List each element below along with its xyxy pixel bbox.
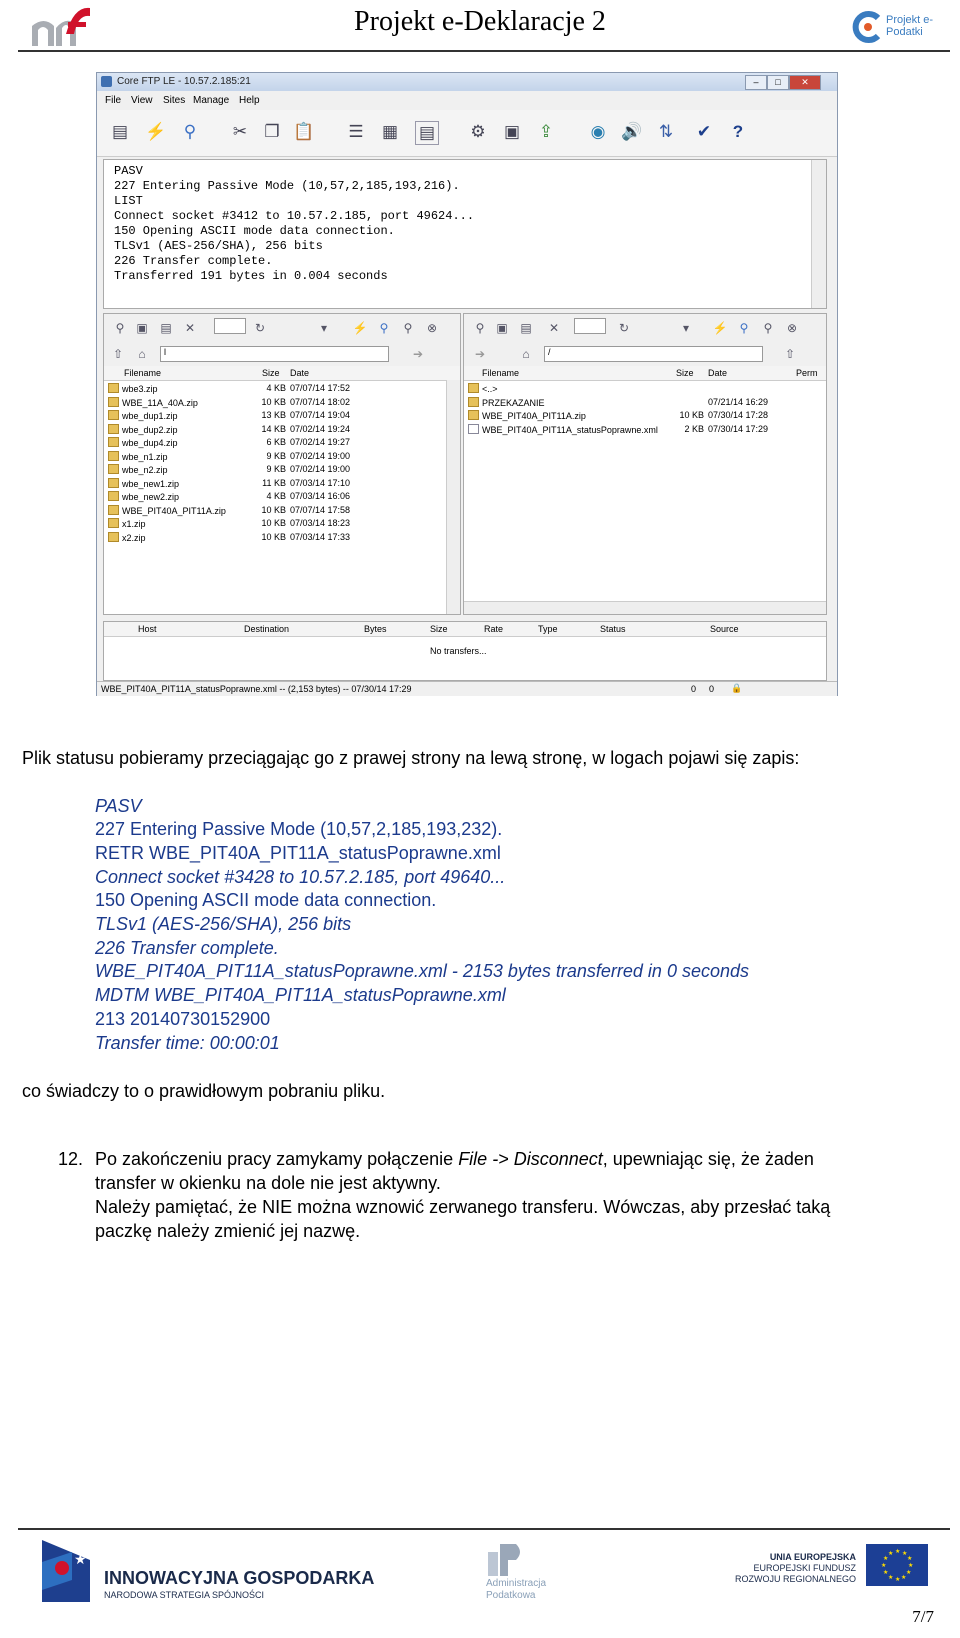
new-folder-icon[interactable]: ▤ (520, 321, 532, 335)
file-date: 07/02/14 19:00 (290, 450, 351, 461)
view-icon[interactable]: ▣ (136, 321, 148, 335)
log-line: Connect socket #3428 to 10.57.2.185, port 49640... (95, 867, 506, 887)
list-item-line: paczkę należy zmienić jej nazwę. (95, 1221, 361, 1241)
maximize-button[interactable]: □ (767, 75, 789, 90)
col-filename[interactable]: Filename (482, 368, 520, 378)
file-name (108, 397, 198, 408)
svg-text:★: ★ (74, 1552, 87, 1568)
file-name-text: wbe_dup4.zip (122, 438, 178, 448)
col-filename[interactable]: Filename (124, 368, 162, 378)
administracja-line: Administracja (486, 1578, 547, 1589)
ue-label (718, 1552, 856, 1585)
file-name-text: wbe_new2.zip (122, 492, 180, 502)
log-line: WBE_PIT40A_PIT11A_statusPoprawne.xml - 2153 bytes transferred in 0 seconds (95, 961, 749, 981)
log-line: 226 Transfer complete. (114, 254, 273, 268)
file-row[interactable] (464, 409, 812, 422)
menu-bar (97, 92, 837, 109)
e-podatki-text: Projekt e-Podatki (886, 14, 934, 38)
log-line: 227 Entering Passive Mode (10,57,2,185,193,232). (95, 819, 503, 839)
ue-line: ROZWOJU REGIONALNEGO (734, 1574, 856, 1584)
list-item-text: , upewniając się, że żaden (602, 1149, 814, 1169)
file-name-text: wbe3.zip (122, 384, 158, 394)
file-date: 07/02/14 19:00 (290, 464, 351, 474)
list-item-text: Po zakończeniu pracy zamykamy połączenie (95, 1149, 459, 1169)
file-name (108, 491, 179, 502)
settings-icon[interactable]: ⚙ (470, 122, 486, 141)
file-name (108, 478, 179, 489)
footer-rule (18, 1528, 950, 1530)
file-name (108, 424, 178, 435)
delete-icon[interactable]: ✕ (184, 321, 196, 335)
connect-icon[interactable]: ⚲ (379, 321, 389, 335)
header-rule (18, 50, 950, 52)
log-line: Connect socket #3412 to 10.57.2.185, port 49624... (114, 209, 475, 223)
svg-text:★: ★ (895, 1576, 901, 1583)
file-name (108, 437, 178, 448)
folder-icon (108, 464, 119, 474)
drive-icon[interactable]: ▾ (320, 321, 328, 335)
log-line: 150 Opening ASCII mode data connection. (114, 224, 395, 238)
file-size: 2 KB (684, 423, 704, 434)
col-status[interactable]: Status (600, 624, 626, 634)
file-row[interactable] (104, 450, 446, 463)
file-size: 10 KB (261, 518, 286, 528)
col-date[interactable]: Date (708, 368, 728, 378)
file-date: 07/02/14 19:24 (290, 423, 351, 434)
col-host[interactable]: Host (138, 624, 157, 634)
file-name-text: <..> (482, 384, 498, 394)
app-icon (101, 76, 112, 87)
local-scrollbar[interactable] (446, 380, 460, 614)
col-date[interactable]: Date (290, 368, 310, 378)
log-line: PASV (95, 796, 142, 816)
menu-manage[interactable]: Manage (193, 95, 230, 106)
file-size: 10 KB (679, 410, 704, 420)
remote-path-bar (464, 342, 826, 367)
disconnect-icon[interactable]: ⚲ (763, 321, 773, 335)
transfer-queue (103, 621, 827, 681)
svg-text:★: ★ (906, 1569, 912, 1576)
file-row[interactable] (104, 504, 446, 517)
innowacyjna-gospodarka-icon (42, 1540, 92, 1602)
file-row[interactable] (104, 423, 446, 436)
folder-icon (108, 397, 119, 407)
file-row[interactable] (104, 382, 446, 395)
menu-path: File -> Disconnect (458, 1149, 603, 1169)
folder-icon (468, 397, 479, 407)
quick-connect-icon[interactable]: ⚡ (712, 321, 728, 335)
e-podatki-icon (850, 10, 884, 44)
file-name (468, 383, 498, 394)
quick-connect-icon[interactable]: ⚡ (145, 122, 167, 141)
refresh-icon[interactable]: ↻ (254, 321, 266, 335)
menu-view[interactable]: View (131, 95, 153, 106)
svg-text:★: ★ (901, 1574, 907, 1581)
folder-icon (108, 437, 119, 447)
file-name (108, 383, 158, 394)
ue-line: UNIA EUROPEJSKA (769, 1552, 856, 1562)
home-icon[interactable]: ⌂ (138, 347, 146, 361)
thumb-view-icon[interactable]: ▤ (415, 121, 439, 145)
remote-pane-toolbar (464, 314, 826, 343)
folder-icon (108, 451, 119, 461)
menu-sites[interactable]: Sites (163, 95, 186, 106)
log-line: TLSv1 (AES-256/SHA), 256 bits (114, 239, 323, 253)
file-name-text: x1.zip (122, 519, 146, 529)
register-icon[interactable]: ✔ (696, 122, 712, 141)
page-number: 7/7 (912, 1607, 934, 1626)
queue-icon[interactable]: ⇅ (658, 122, 674, 141)
ftp-log-panel (103, 159, 827, 309)
remote-list-header (464, 366, 826, 381)
file-size: 11 KB (262, 477, 286, 488)
file-size: 9 KB (266, 464, 286, 474)
delete-icon[interactable]: ✕ (548, 321, 560, 335)
minimize-button[interactable]: – (745, 75, 767, 90)
file-size: 10 KB (261, 531, 286, 542)
file-name (108, 464, 168, 475)
svg-text:★: ★ (883, 1569, 889, 1576)
transfer-header (104, 622, 826, 637)
file-row[interactable] (104, 463, 446, 476)
conclusion-paragraph: co świadczy to o prawidłowym pobraniu pliku. (22, 1081, 386, 1101)
file-name-text: wbe_n2.zip (122, 465, 168, 475)
log-line: RETR WBE_PIT40A_PIT11A_statusPoprawne.xml (95, 843, 501, 863)
page-title: Projekt e-Deklaracje 2 (354, 6, 606, 37)
file-name (468, 410, 586, 421)
log-line: PASV (114, 164, 143, 178)
local-list-header (104, 366, 460, 381)
help-icon[interactable]: ? (732, 122, 744, 141)
document-icon (468, 424, 479, 434)
col-bytes[interactable]: Bytes (364, 624, 387, 634)
svg-text:★: ★ (881, 1562, 887, 1569)
file-row[interactable] (464, 382, 812, 395)
administracja-podatkowa-icon (486, 1542, 526, 1578)
file-date: 07/03/14 17:33 (290, 531, 351, 542)
col-size[interactable]: Size (676, 368, 694, 378)
ue-line: EUROPEJSKI FUNDUSZ (753, 1563, 856, 1573)
cut-icon[interactable]: ✂ (232, 122, 248, 141)
file-name-text: WBE_PIT40A_PIT11A_statusPoprawne.xml (482, 424, 658, 435)
list-item-line: Należy pamiętać, że NIE można wznowić zerwanego transferu. Wówczas, aby przesłać taką (95, 1197, 831, 1217)
up-folder-icon[interactable]: ⇧ (112, 347, 124, 361)
file-date: 07/03/14 17:10 (290, 477, 351, 488)
local-pane-toolbar (104, 314, 460, 343)
export-icon[interactable]: ⇪ (538, 122, 554, 141)
folder-icon (108, 491, 119, 501)
quick-connect-icon[interactable]: ⚡ (352, 321, 368, 335)
file-row[interactable] (104, 490, 446, 503)
file-size: 4 KB (266, 491, 286, 501)
disconnect-icon[interactable]: ⚲ (403, 321, 413, 335)
file-date: 07/02/14 19:27 (290, 437, 351, 447)
file-date: 07/07/14 17:52 (290, 383, 351, 393)
log-line: 227 Entering Passive Mode (10,57,2,185,193,216). (114, 179, 460, 193)
download-icon[interactable]: ➔ (474, 347, 486, 361)
list-item-line: transfer w okienku na dole nie jest aktywny. (95, 1173, 441, 1193)
file-date: 07/03/14 18:23 (290, 518, 351, 528)
close-icon[interactable]: ⊗ (426, 321, 438, 335)
status-count-b: 0 (709, 684, 715, 694)
local-pane (103, 313, 461, 615)
sound-icon[interactable]: 🔊 (621, 122, 643, 141)
file-row[interactable] (104, 517, 446, 530)
status-bar (97, 681, 837, 696)
folder-icon (108, 410, 119, 420)
file-name (108, 532, 146, 543)
close-icon[interactable]: ⊗ (786, 321, 798, 335)
log-scrollbar[interactable] (811, 160, 826, 308)
file-name-text: WBE_11A_40A.zip (122, 397, 198, 408)
log-line: TLSv1 (AES-256/SHA), 256 bits (95, 914, 352, 934)
svg-text:★: ★ (888, 1574, 894, 1581)
log-line: Transferred 191 bytes in 0.004 seconds (114, 269, 388, 283)
file-size: 14 KB (261, 423, 286, 434)
remote-pane (463, 313, 827, 615)
folder-icon (108, 478, 119, 488)
file-row[interactable] (104, 409, 446, 422)
intro-paragraph: Plik statusu pobieramy przeciągając go z prawej strony na lewą stronę, w logach pojawi się zapis: (22, 748, 800, 768)
innowacyjna-subtitle: NARODOWA STRATEGIA SPÓJNOŚCI (104, 1590, 265, 1600)
file-row[interactable] (104, 436, 446, 449)
remote-path-input[interactable]: / (544, 346, 763, 362)
file-size: 6 KB (266, 437, 286, 447)
drive-icon[interactable]: ▾ (682, 321, 690, 335)
menu-file[interactable]: File (105, 95, 122, 106)
file-size: 10 KB (261, 396, 286, 407)
file-date: 07/07/14 18:02 (290, 396, 351, 407)
file-name-text: WBE_PIT40A_PIT11A.zip (482, 411, 586, 421)
lock-icon: 🔒 (731, 683, 743, 693)
disconnect-icon[interactable]: ▤ (111, 122, 129, 141)
file-size: 4 KB (266, 383, 286, 393)
col-source[interactable]: Source (710, 624, 739, 634)
refresh-icon[interactable]: ↻ (618, 321, 630, 335)
view-icon[interactable]: ▣ (496, 321, 508, 335)
folder-icon (108, 424, 119, 434)
log-line: LIST (114, 194, 143, 208)
svg-text:★: ★ (888, 1550, 894, 1557)
search-icon[interactable]: ⚲ (115, 321, 125, 335)
file-name-text: wbe_new1.zip (122, 478, 180, 489)
site-icon[interactable]: ▣ (503, 122, 521, 141)
no-transfers-text: No transfers... (430, 646, 487, 656)
list-item-line (95, 1149, 945, 1170)
home-icon[interactable]: ⌂ (522, 347, 530, 361)
col-rate[interactable]: Rate (484, 624, 504, 634)
folder-icon (108, 505, 119, 515)
menu-help[interactable]: Help (239, 95, 260, 106)
text-view-icon[interactable]: ☰ (348, 122, 364, 141)
innowacyjna-title: INNOWACYJNA GOSPODARKA (104, 1568, 375, 1588)
col-size[interactable]: Size (430, 624, 448, 634)
remote-filter-input[interactable] (574, 318, 606, 334)
file-date: 07/07/14 17:58 (290, 504, 351, 515)
new-folder-icon[interactable]: ▤ (160, 321, 172, 335)
paste-icon[interactable]: 📋 (293, 122, 315, 141)
file-row[interactable] (464, 396, 812, 409)
file-date: 07/03/14 16:06 (290, 491, 351, 501)
col-size[interactable]: Size (262, 368, 280, 378)
file-size: 13 KB (261, 410, 286, 420)
file-name-text: wbe_n1.zip (122, 451, 168, 462)
log-line: MDTM WBE_PIT40A_PIT11A_statusPoprawne.xml (95, 985, 506, 1005)
status-count-a: 0 (691, 684, 697, 694)
log-line: 150 Opening ASCII mode data connection. (95, 890, 437, 910)
connect-icon[interactable]: ⚲ (739, 321, 749, 335)
folder-icon (108, 532, 119, 542)
svg-text:★: ★ (902, 1550, 908, 1557)
file-name (468, 397, 545, 408)
file-row[interactable] (104, 477, 446, 490)
file-name-text: wbe_dup2.zip (122, 424, 178, 435)
folder-icon (108, 518, 119, 528)
file-name (468, 424, 658, 435)
view-icon[interactable]: ◉ (590, 122, 606, 141)
file-row[interactable] (464, 423, 812, 436)
ftp-client-window (96, 72, 838, 696)
e-podatki-logo (850, 10, 950, 46)
grid-view-icon[interactable]: ▦ (381, 122, 399, 141)
file-date: 07/21/14 16:29 (708, 396, 769, 407)
file-name (108, 518, 146, 529)
svg-text:★: ★ (907, 1555, 913, 1562)
local-path-bar (104, 342, 460, 367)
col-perm[interactable]: Perm (796, 368, 818, 378)
upload-icon[interactable]: ➔ (412, 347, 424, 361)
local-filter-input[interactable] (214, 318, 246, 334)
copy-icon[interactable]: ❐ (264, 122, 280, 141)
col-type[interactable]: Type (538, 624, 558, 634)
folder-icon (468, 383, 479, 393)
log-line: Transfer time: 00:00:01 (95, 1033, 280, 1053)
col-destination[interactable]: Destination (244, 624, 290, 634)
administracja-label (486, 1578, 546, 1602)
file-size: 9 KB (266, 450, 286, 461)
close-button[interactable]: ✕ (789, 75, 821, 90)
list-number: 12. (58, 1149, 84, 1169)
status-text: WBE_PIT40A_PIT11A_statusPoprawne.xml -- (2,153 bytes) -- 07/30/14 17:29 (101, 684, 412, 694)
main-toolbar (97, 110, 837, 157)
file-row[interactable] (104, 531, 446, 544)
podatkowa-line: Podatkowa (486, 1590, 536, 1601)
local-path-input[interactable]: l (160, 346, 389, 362)
window-titlebar (97, 73, 837, 91)
remote-h-scrollbar[interactable] (464, 601, 826, 614)
file-name-text: wbe_dup1.zip (122, 411, 178, 421)
file-name-text: x2.zip (122, 532, 146, 543)
file-name-text: PRZEKAZANIE (482, 397, 545, 408)
folder-icon (468, 410, 479, 420)
connect-icon[interactable]: ⚲ (183, 122, 197, 141)
folder-icon (108, 383, 119, 393)
file-size: 10 KB (261, 504, 286, 515)
log-line: 226 Transfer complete. (95, 938, 279, 958)
file-date: 07/30/14 17:28 (708, 410, 769, 420)
file-date: 07/30/14 17:29 (708, 423, 769, 434)
file-name (108, 410, 178, 421)
file-name-text: WBE_PIT40A_PIT11A.zip (122, 505, 226, 516)
svg-text:★: ★ (908, 1562, 914, 1569)
window-title: Core FTP LE - 10.57.2.185:21 (117, 76, 251, 87)
search-icon[interactable]: ⚲ (475, 321, 485, 335)
eu-flag-icon (866, 1544, 928, 1586)
svg-text:★: ★ (895, 1548, 901, 1555)
file-name (108, 451, 168, 462)
file-row[interactable] (104, 396, 446, 409)
file-date: 07/07/14 19:04 (290, 410, 351, 420)
log-line: 213 20140730152900 (95, 1009, 271, 1029)
file-name (108, 505, 226, 516)
svg-text:★: ★ (883, 1555, 889, 1562)
up-folder-icon[interactable]: ⇧ (784, 347, 796, 361)
